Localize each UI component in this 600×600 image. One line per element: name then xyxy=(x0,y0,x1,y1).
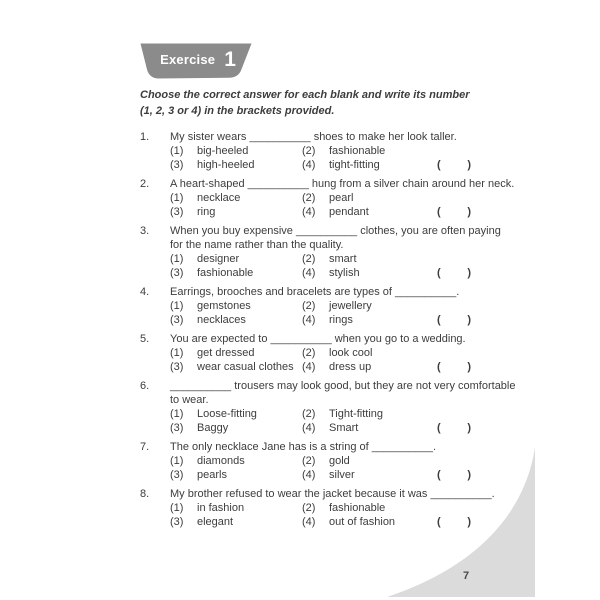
question-stem xyxy=(170,130,457,144)
question-head xyxy=(140,130,540,144)
question-number: 5. xyxy=(140,333,150,345)
stem-line: A heart-shaped __________ hung from a silver chain around her neck. xyxy=(170,178,515,190)
question xyxy=(140,332,540,374)
answer-bracket-close: ) xyxy=(467,469,471,481)
option-number: (3) xyxy=(170,314,184,326)
answer-bracket-close: ) xyxy=(467,422,471,434)
option-label: diamonds xyxy=(197,455,245,467)
stem-line: You are expected to __________ when you go to a wedding. xyxy=(170,333,466,345)
option-label: get dressed xyxy=(197,347,255,359)
answer-bracket-close: ) xyxy=(467,267,471,279)
option-label: dress up xyxy=(329,361,372,373)
option-label: Smart xyxy=(329,422,359,434)
question-number: 3. xyxy=(140,225,150,237)
option-number: (1) xyxy=(170,347,184,359)
option-number: (3) xyxy=(170,516,184,528)
answer-bracket-open: ( xyxy=(437,422,441,434)
question-number: 7. xyxy=(140,441,150,453)
option-number: (2) xyxy=(302,408,316,420)
bracket-spacer xyxy=(437,407,471,421)
option-label: silver xyxy=(329,469,355,481)
option-label: Tight-fitting xyxy=(329,408,384,420)
question-head xyxy=(140,224,540,252)
option-label: tight-fitting xyxy=(329,159,380,171)
option-label: wear casual clothes xyxy=(197,361,294,373)
option-label: gold xyxy=(329,455,350,467)
answer-bracket-open: ( xyxy=(437,314,441,326)
question-options xyxy=(170,407,540,435)
option-label: stylish xyxy=(329,267,360,279)
bracket-spacer xyxy=(437,191,471,205)
stem-line: The only necklace Jane has is a string of __________. xyxy=(170,441,437,453)
answer-bracket-close: ) xyxy=(467,361,471,373)
exercise-badge-text xyxy=(140,43,252,79)
option-label: necklaces xyxy=(197,314,246,326)
question-options xyxy=(170,191,540,219)
question-head xyxy=(140,379,540,407)
bracket-spacer xyxy=(437,144,471,158)
option-label: gemstones xyxy=(197,300,251,312)
question-number: 6. xyxy=(140,380,150,392)
exercise-badge-label: Exercise xyxy=(160,51,216,67)
exercise-badge-number: 1 xyxy=(224,47,236,71)
option-number: (4) xyxy=(302,516,316,528)
bracket-spacer xyxy=(437,346,471,360)
instructions-line-2: (1, 2, 3 or 4) in the brackets provided. xyxy=(140,105,335,117)
question-head xyxy=(140,177,540,191)
question-head xyxy=(140,332,540,346)
option-label: ring xyxy=(197,206,216,218)
stem-line: for the name rather than the quality. xyxy=(170,239,344,251)
answer-bracket-close: ) xyxy=(467,206,471,218)
option-number: (4) xyxy=(302,159,316,171)
question-stem xyxy=(170,285,459,299)
instructions xyxy=(140,87,560,119)
option-number: (3) xyxy=(170,206,184,218)
option-number: (4) xyxy=(302,422,316,434)
option-number: (4) xyxy=(302,267,316,279)
option-number: (4) xyxy=(302,361,316,373)
option-number: (2) xyxy=(302,145,316,157)
exercise-badge xyxy=(140,43,252,79)
question-head xyxy=(140,285,540,299)
answer-bracket-close: ) xyxy=(467,314,471,326)
answer-bracket-open: ( xyxy=(437,516,441,528)
option-label: necklace xyxy=(197,192,241,204)
option-number: (2) xyxy=(302,300,316,312)
option-number: (4) xyxy=(302,206,316,218)
answer-brackets xyxy=(437,313,471,327)
option-label: pendant xyxy=(329,206,369,218)
option-label: in fashion xyxy=(197,502,245,514)
answer-bracket-open: ( xyxy=(437,267,441,279)
question-options xyxy=(170,299,540,327)
question-stem xyxy=(170,224,501,252)
option-label: high-heeled xyxy=(197,159,255,171)
question-options xyxy=(170,252,540,280)
option-label: look cool xyxy=(329,347,373,359)
option-label: rings xyxy=(329,314,353,326)
answer-bracket-open: ( xyxy=(437,206,441,218)
question xyxy=(140,224,540,280)
option-number: (2) xyxy=(302,253,316,265)
option-number: (1) xyxy=(170,253,184,265)
option-number: (3) xyxy=(170,422,184,434)
option-number: (1) xyxy=(170,408,184,420)
answer-brackets xyxy=(437,421,471,435)
question xyxy=(140,177,540,219)
option-number: (3) xyxy=(170,159,184,171)
option-label: pearl xyxy=(329,192,354,204)
question-options xyxy=(170,346,540,374)
answer-brackets xyxy=(437,266,471,280)
option-label: fashionable xyxy=(329,145,386,157)
option-number: (3) xyxy=(170,267,184,279)
question-number: 1. xyxy=(140,131,150,143)
option-number: (1) xyxy=(170,192,184,204)
option-label: out of fashion xyxy=(329,516,396,528)
question xyxy=(140,379,540,435)
option-label: designer xyxy=(197,253,240,265)
answer-bracket-open: ( xyxy=(437,361,441,373)
option-number: (3) xyxy=(170,469,184,481)
answer-bracket-open: ( xyxy=(437,469,441,481)
question-options xyxy=(170,144,540,172)
stem-line: Earrings, brooches and bracelets are types of __________. xyxy=(170,286,460,298)
option-number: (1) xyxy=(170,502,184,514)
option-number: (1) xyxy=(170,455,184,467)
option-label: big-heeled xyxy=(197,145,249,157)
option-label: Baggy xyxy=(197,422,229,434)
stem-line: to wear. xyxy=(170,394,209,406)
stem-line: My brother refused to wear the jacket because it was __________. xyxy=(170,488,495,500)
option-number: (1) xyxy=(170,300,184,312)
question xyxy=(140,130,540,172)
option-label: fashionable xyxy=(197,267,254,279)
option-number: (4) xyxy=(302,314,316,326)
page-corner-curl xyxy=(386,446,536,598)
option-number: (2) xyxy=(302,455,316,467)
answer-brackets xyxy=(437,205,471,219)
question-number: 8. xyxy=(140,488,150,500)
option-label: smart xyxy=(329,253,357,265)
answer-brackets xyxy=(437,360,471,374)
question-stem xyxy=(170,177,514,191)
answer-bracket-open: ( xyxy=(437,159,441,171)
page-number: 7 xyxy=(463,570,470,582)
option-number: (2) xyxy=(302,502,316,514)
question-stem xyxy=(170,332,466,346)
instructions-line-1: Choose the correct answer for each blank and write its number xyxy=(140,89,470,101)
option-label: pearls xyxy=(197,469,227,481)
option-number: (2) xyxy=(302,347,316,359)
question xyxy=(140,285,540,327)
bracket-spacer xyxy=(437,252,471,266)
option-number: (3) xyxy=(170,361,184,373)
bracket-spacer xyxy=(437,299,471,313)
option-number: (1) xyxy=(170,145,184,157)
option-label: elegant xyxy=(197,516,234,528)
stem-line: My sister wears __________ shoes to make her look taller. xyxy=(170,131,457,143)
answer-bracket-close: ) xyxy=(467,516,471,528)
stem-line: When you buy expensive __________ clothes, you are often paying xyxy=(170,225,501,237)
question-stem xyxy=(170,379,516,407)
option-label: fashionable xyxy=(329,502,386,514)
answer-brackets xyxy=(437,158,471,172)
option-label: jewellery xyxy=(329,300,372,312)
answer-bracket-close: ) xyxy=(467,159,471,171)
stem-line: __________ trousers may look good, but they are not very comfortable xyxy=(170,380,516,392)
option-number: (2) xyxy=(302,192,316,204)
option-number: (4) xyxy=(302,469,316,481)
question-number: 4. xyxy=(140,286,150,298)
option-label: Loose-fitting xyxy=(197,408,257,420)
question-number: 2. xyxy=(140,178,150,190)
